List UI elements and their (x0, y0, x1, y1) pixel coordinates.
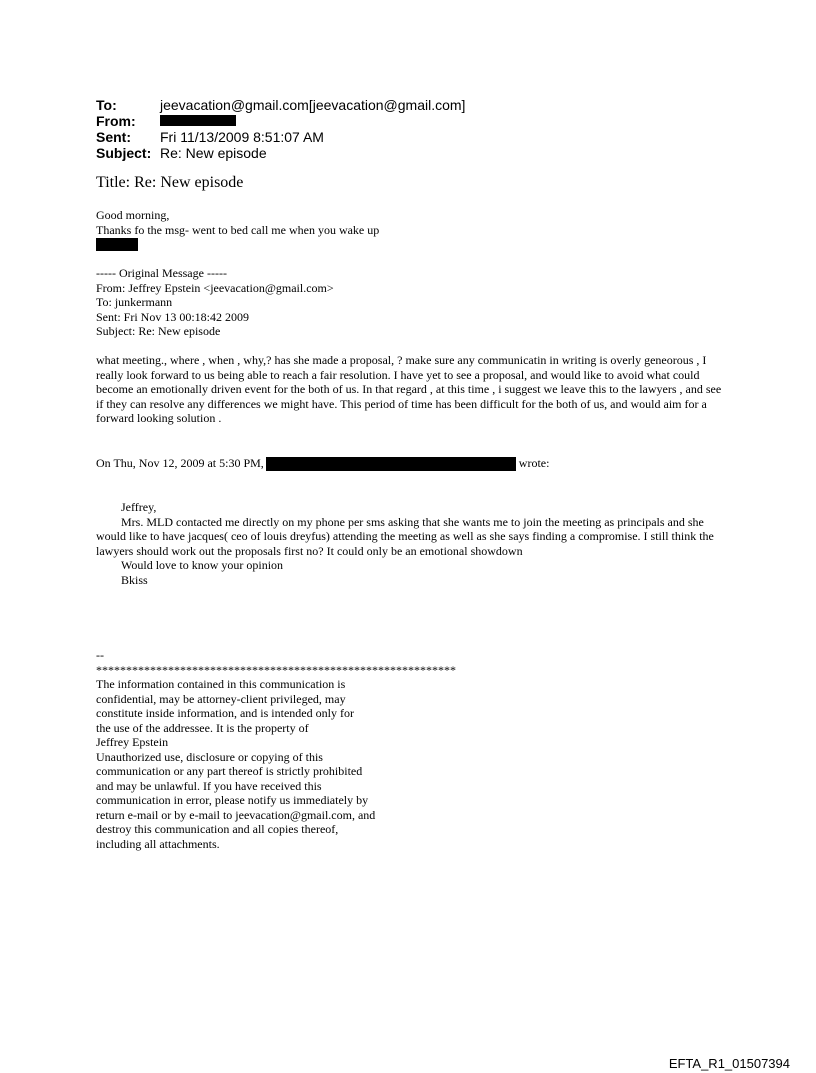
disclaimer-line: communication in error, please notify us immediately by (96, 793, 369, 807)
subject-value: Re: New episode (160, 145, 267, 161)
to-label: To: (96, 97, 117, 113)
original-to: To: junkermann (96, 295, 173, 309)
reply-greeting: Good morning, (96, 208, 170, 222)
quoted-signoff: Bkiss (121, 572, 148, 587)
subject-row (96, 145, 776, 161)
quoted-message (96, 500, 722, 587)
disclaimer-line: The information contained in this communication is (96, 677, 346, 691)
email-header (96, 97, 776, 161)
to-value: jeevacation@gmail.com[jeevacation@gmail.com] (160, 97, 466, 113)
disclaimer-line: return e-mail or by e-mail to jeevacation@gmail.com, and (96, 807, 376, 822)
quoted-body: Mrs. MLD contacted me directly on my phone per sms asking that she wants me to join the meeting as principals and she would like to have jacques( ceo of louis dreyfus) attending the meeting as well as she says finding a compromise. I still think the lawyers should work out the proposals first no? It could only be an emotional showdown (96, 514, 714, 558)
quote-attribution (96, 456, 549, 471)
disclaimer-dashes: -- (96, 648, 104, 662)
reply-body: Thanks fo the msg- went to bed call me when you wake up (96, 222, 380, 237)
disclaimer-line: constitute inside information, and is intended only for (96, 706, 354, 720)
original-body (96, 353, 722, 426)
disclaimer-line: including all attachments. (96, 836, 220, 851)
disclaimer-line: destroy this communication and all copies thereof, (96, 822, 339, 836)
quote-attribution-suffix: wrote: (518, 456, 550, 470)
original-separator: ----- Original Message ----- (96, 266, 227, 280)
disclaimer-line: the use of the addressee. It is the property of (96, 720, 309, 735)
from-row (96, 113, 776, 129)
disclaimer-line: communication or any part thereof is strictly prohibited (96, 764, 363, 778)
quoted-salutation: Jeffrey, (121, 500, 157, 514)
original-message-header (96, 266, 334, 339)
disclaimer (96, 648, 456, 851)
from-label: From: (96, 113, 136, 129)
original-body-text: what meeting., where , when , why,? has she made a proposal, ? make sure any communicatin in writing is overly geneorous , I really look forward to us being able to reach a fair resolution. I have yet to see a proposal, and would like to avoid what could become an emotionally driven event for the both of us. In that regard , at this time , i suggest we leave this to the lawyers , and see if they can resolve any differences we might have. This period of time has been difficult for the both of us, and would aim for a forward looking solution . (96, 353, 722, 425)
reply-message (96, 208, 379, 251)
from-redaction (160, 115, 236, 126)
disclaimer-stars: ************************************************************ (96, 662, 456, 677)
sent-row (96, 129, 776, 145)
disclaimer-line: confidential, may be attorney-client privileged, may (96, 691, 346, 706)
sent-value: Fri 11/13/2009 8:51:07 AM (160, 129, 324, 145)
disclaimer-line: and may be unlawful. If you have received this (96, 778, 322, 793)
bates-number: EFTA_R1_01507394 (668, 1056, 790, 1071)
signature-redaction (96, 238, 138, 251)
subject-label: Subject: (96, 145, 152, 161)
sent-label: Sent: (96, 129, 131, 145)
original-subject: Subject: Re: New episode (96, 324, 221, 338)
quote-attribution-prefix: On Thu, Nov 12, 2009 at 5:30 PM, (96, 456, 264, 470)
quoted-line2: Would love to know your opinion (121, 558, 284, 572)
original-from: From: Jeffrey Epstein <jeevacation@gmail.com> (96, 280, 334, 295)
to-row (96, 97, 776, 113)
disclaimer-line: Jeffrey Epstein (96, 735, 169, 749)
disclaimer-line: Unauthorized use, disclosure or copying of this (96, 749, 323, 764)
original-sent: Sent: Fri Nov 13 00:18:42 2009 (96, 309, 250, 324)
email-title: Title: Re: New episode (96, 174, 244, 191)
sender-redaction (266, 457, 516, 471)
